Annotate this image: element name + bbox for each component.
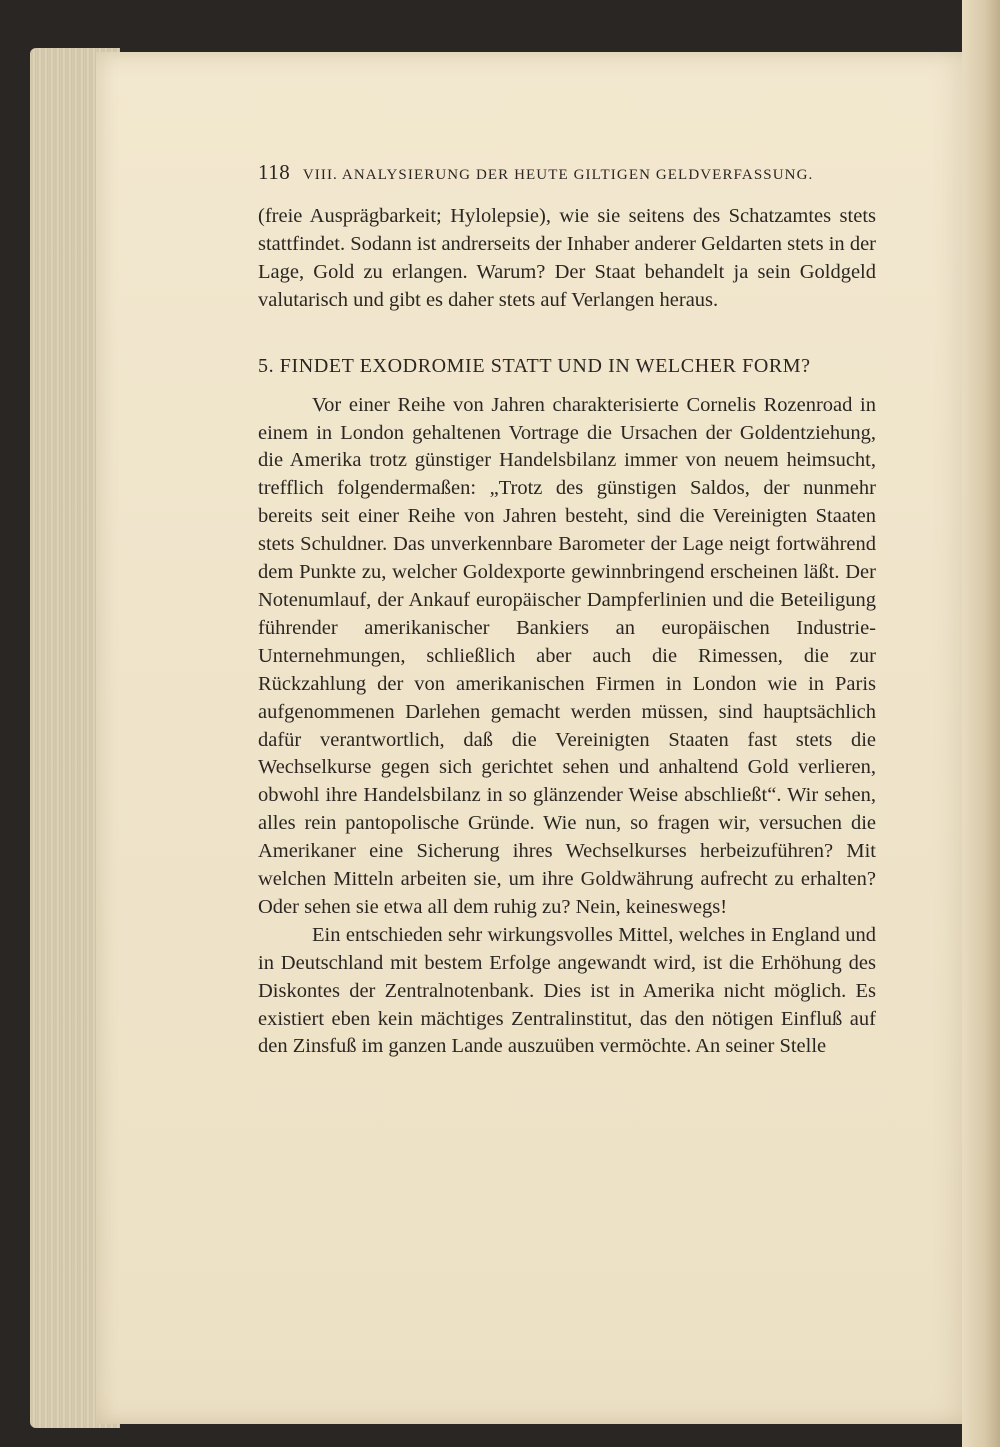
section-heading: 5. FINDET EXODROMIE STATT UND IN WELCHER FORM? (258, 354, 811, 377)
paragraph-continuation: (freie Ausprägbarkeit; Hylolepsie), wie sie seitens des Schatzamtes stets stattfindet. Sodann ist andrerseits der Inhaber anderer Geldarten stets in der Lage, Gold zu erlangen. Warum? Der Staat behandelt ja sein Goldgeld valutarisch und gibt es daher stets auf Verlangen heraus. (258, 205, 876, 311)
gutter-shadow (962, 0, 1000, 1447)
page-number: 118 (258, 160, 291, 184)
running-head (258, 160, 876, 185)
paragraph: Ein entschieden sehr wirkungsvolles Mittel, welches in England und in Deutschland mit bestem Erfolge angewandt wird, ist die Erhöhung des Diskontes der Zentralnotenbank. Dies ist in Amerika nicht möglich. Es existiert eben kein mächtiges Zentralinstitut, das den nötigen Einfluß auf den Zinsfuß im ganzen Lande auszuüben vermöchte. An seiner Stelle (258, 923, 876, 1058)
page-content (258, 160, 876, 1061)
chapter-title: VIII. ANALYSIERUNG DER HEUTE GILTIGEN GELDVERFASSUNG. (302, 167, 814, 183)
paragraph: Vor einer Reihe von Jahren charakterisierte Cornelis Rozenroad in einem in London gehaltenen Vortrage die Ursachen der Goldentziehung, die Amerika trotz günstiger Handelsbilanz immer von neuem heimsucht, trefflich folgendermaßen: „Trotz des günstigen Saldos, der nunmehr bereits seit einer Reihe von Jahren besteht, sind die Vereinigten Staaten stets Schuldner. Das unverkennbare Barometer der Lage neigt fortwährend dem Punkte zu, welcher Goldexporte gewinnbringend erscheinen läßt. Der Notenumlauf, der Ankauf europäischer Dampferlinien und die Beteiligung führender amerikanischer Bankiers an europäischen Industrie-Unternehmungen, schließlich aber auch die Rimessen, die zur Rückzahlung der von amerikanischen Firmen in London wie in Paris aufgenommenen Darlehen gemacht werden müssen, sind hauptsächlich dafür verantwortlich, daß die Vereinigten Staaten fast stets die Wechselkurse gegen sich gerichtet sehen und anhaltend Gold verlieren, obwohl ihre Handelsbilanz in so glänzender Weise abschließt“. Wir sehen, alles rein pantopolische Gründe. Wie nun, so fragen wir, versuchen die Amerikaner eine Sicherung ihres Wechselkurses herbeizuführen? Mit welchen Mitteln arbeiten sie, um ihre Goldwährung aufrecht zu erhalten? Oder sehen sie etwa all dem ruhig zu? Nein, keineswegs! (258, 393, 876, 918)
body-text (258, 203, 876, 1061)
